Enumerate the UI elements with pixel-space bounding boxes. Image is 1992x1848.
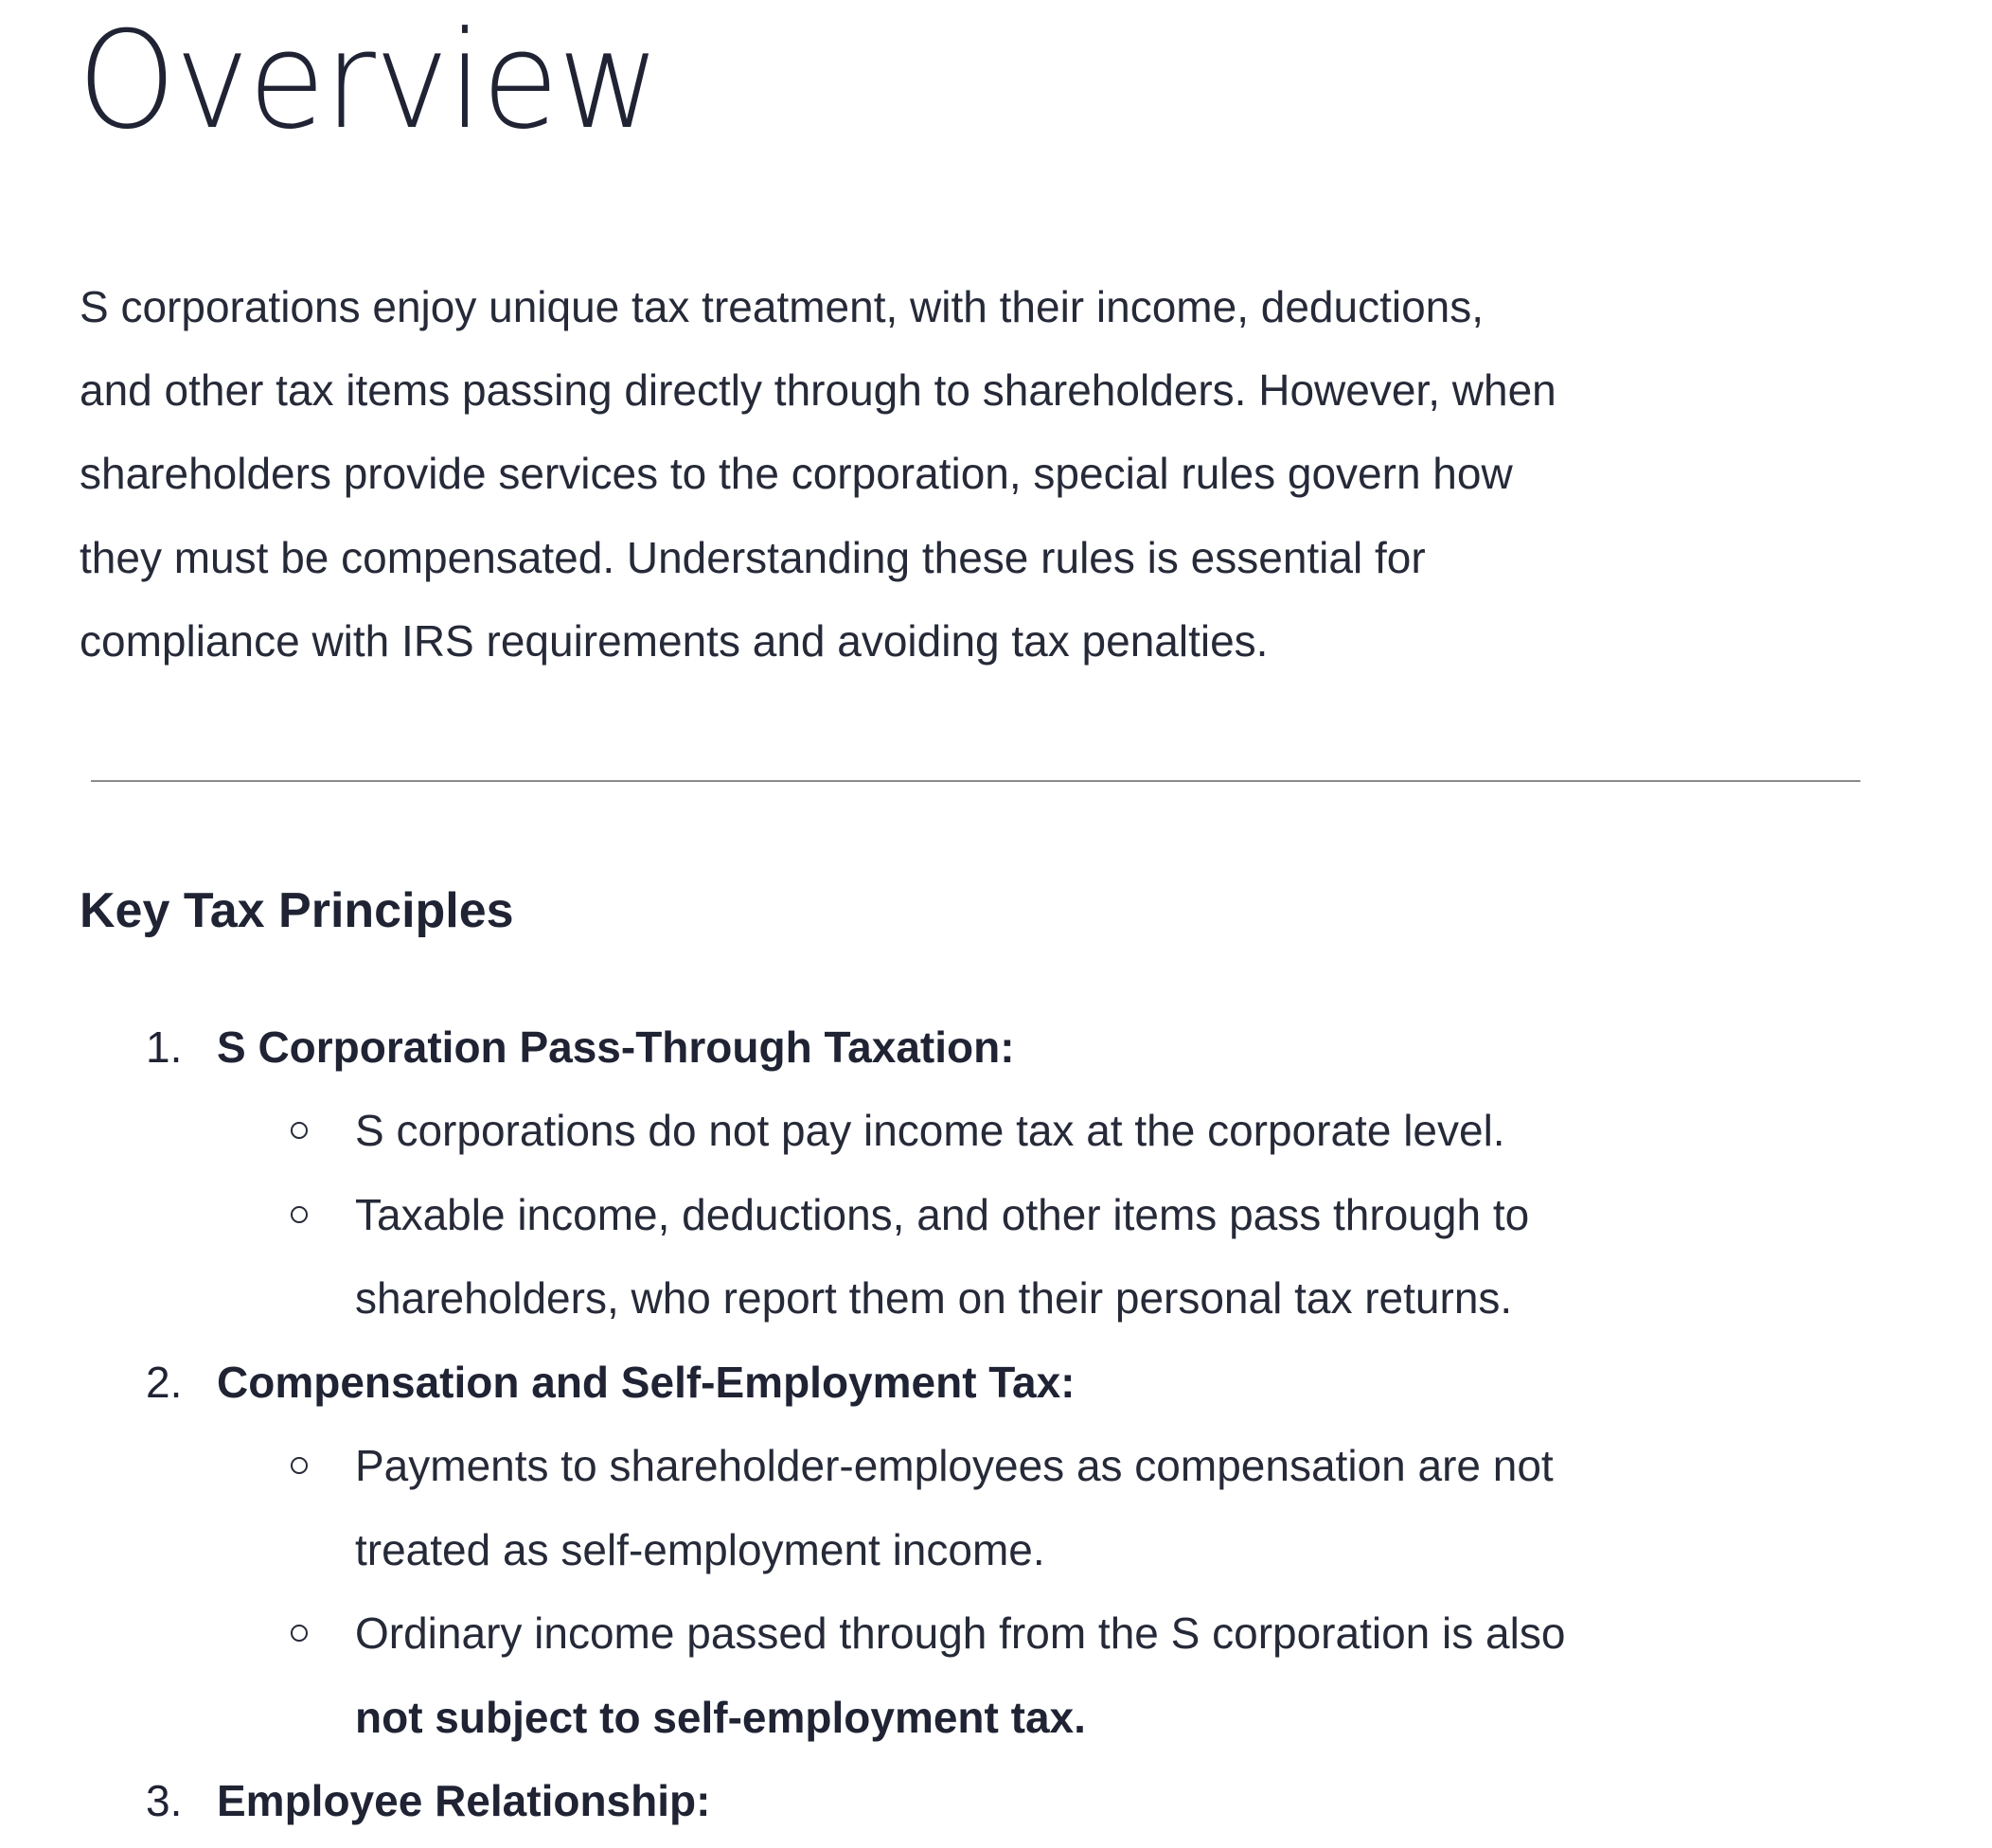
bullet-text: treated as self-employment income. [355,1525,1045,1574]
bullet-text: Payments to shareholder-employees as compensation are not [355,1441,1554,1490]
bullet-text: shareholders, who report them on their personal tax returns. [355,1273,1513,1323]
intro-line: and other tax items passing directly through to shareholders. However, when [80,365,1556,415]
bullet-icon [291,1122,308,1139]
intro-line: shareholders provide services to the corporation, special rules govern how [80,449,1513,498]
bullet-icon [291,1625,308,1642]
list-number: 3. [146,1776,183,1825]
page-title: Overview [78,3,660,159]
bullet-text: S corporations do not pay income tax at the corporate level. [355,1106,1505,1155]
bullet-text-bold: not subject to self-employment tax. [355,1693,1086,1742]
list-item-heading: Compensation and Self-Employment Tax: [217,1358,1076,1407]
section-heading: Key Tax Principles [80,883,514,938]
intro-line: compliance with IRS requirements and avoiding tax penalties. [80,616,1269,666]
bullet-text: Ordinary income passed through from the S corporation is also [355,1608,1566,1658]
list-item-heading: S Corporation Pass-Through Taxation: [217,1022,1015,1072]
bullet-text: Taxable income, deductions, and other items pass through to [355,1190,1530,1239]
list-number: 2. [146,1358,183,1407]
horizontal-divider [91,780,1860,782]
list-number: 1. [146,1022,183,1072]
intro-line: they must be compensated. Understanding these rules is essential for [80,533,1426,582]
list-item-heading: Employee Relationship: [217,1776,711,1825]
intro-line: S corporations enjoy unique tax treatment, with their income, deductions, [80,282,1485,331]
bullet-icon [291,1206,308,1223]
bullet-icon [291,1457,308,1474]
